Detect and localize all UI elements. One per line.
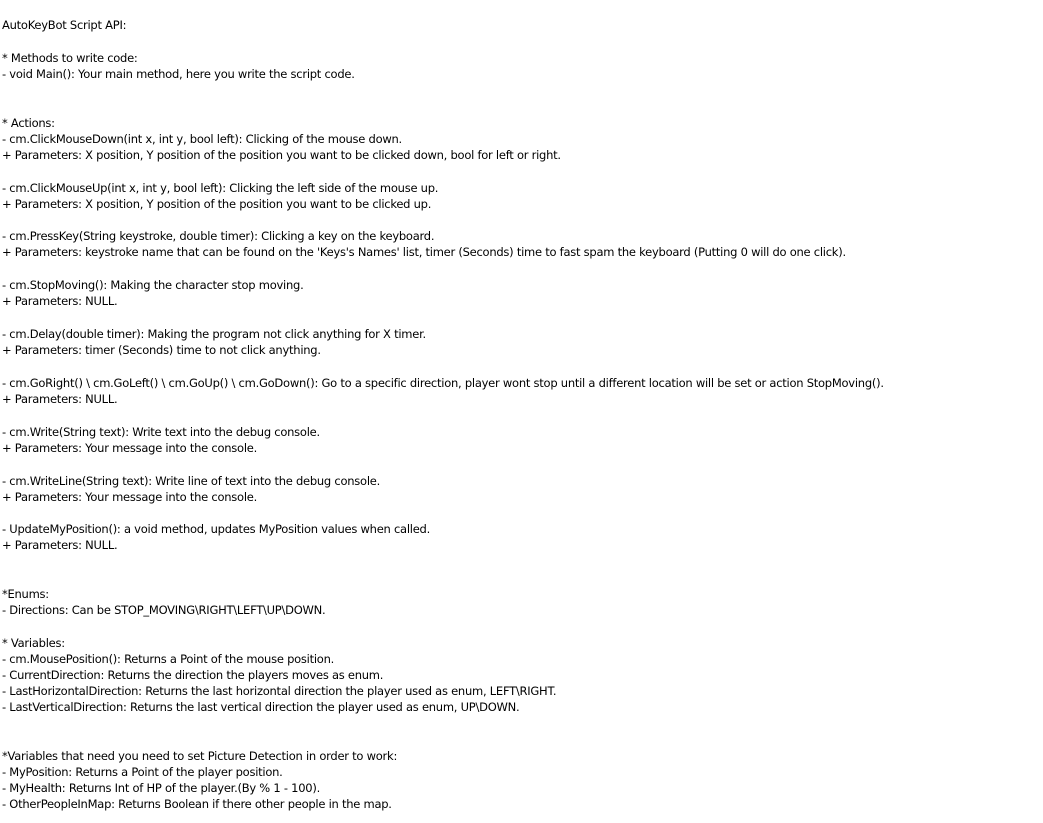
action-signature: - cm.WriteLine(String text): Write line of text into the debug console. — [2, 474, 380, 488]
action-params: + Parameters: NULL. — [2, 294, 118, 308]
picture-variable-item: - OtherPeopleInMap: Returns Boolean if there other people in the map. — [2, 797, 392, 811]
action-signature: - cm.ClickMouseUp(int x, int y, bool left): Clicking the left side of the mouse up. — [2, 181, 439, 195]
action-params: + Parameters: keystroke name that can be found on the 'Keys's Names' list, timer (Seconds) time to fast spam the keyboard (Putting 0 will do one click). — [2, 245, 846, 259]
actions-header: * Actions: — [2, 116, 55, 130]
variable-item: - CurrentDirection: Returns the direction the players moves as enum. — [2, 668, 384, 682]
variables-header: * Variables: — [2, 636, 65, 650]
action-signature: - cm.Write(String text): Write text into the debug console. — [2, 425, 320, 439]
action-signature: - cm.PressKey(String keystroke, double timer): Clicking a key on the keyboard. — [2, 229, 435, 243]
action-params: + Parameters: Your message into the console. — [2, 441, 257, 455]
enums-header: *Enums: — [2, 587, 49, 601]
action-signature: - cm.GoRight() \ cm.GoLeft() \ cm.GoUp() \ cm.GoDown(): Go to a specific direction, player wont stop until a different location will be set or action StopMoving(). — [2, 376, 884, 390]
action-signature: - cm.Delay(double timer): Making the program not click anything for X timer. — [2, 327, 426, 341]
variable-item: - cm.MousePosition(): Returns a Point of the mouse position. — [2, 652, 335, 666]
picture-variable-item: - MyPosition: Returns a Point of the player position. — [2, 765, 283, 779]
api-document — [2, 0, 1043, 823]
action-params: + Parameters: NULL. — [2, 538, 118, 552]
action-params: + Parameters: Your message into the console. — [2, 490, 257, 504]
variable-item: - LastVerticalDirection: Returns the last vertical direction the player used as enum, UP\DOWN. — [2, 700, 520, 714]
action-params: + Parameters: X position, Y position of the position you want to be clicked up. — [2, 197, 432, 211]
action-params: + Parameters: timer (Seconds) time to not click anything. — [2, 343, 321, 357]
action-params: + Parameters: NULL. — [2, 392, 118, 406]
main-method-line: - void Main(): Your main method, here you write the script code. — [2, 67, 355, 81]
methods-header: * Methods to write code: — [2, 51, 138, 65]
action-signature: - UpdateMyPosition(): a void method, updates MyPosition values when called. — [2, 522, 431, 536]
action-signature: - cm.ClickMouseDown(int x, int y, bool left): Clicking of the mouse down. — [2, 132, 402, 146]
enum-item: - Directions: Can be STOP_MOVING\RIGHT\LEFT\UP\DOWN. — [2, 603, 326, 617]
picture-variables-header: *Variables that need you need to set Picture Detection in order to work: — [2, 749, 398, 763]
action-signature: - cm.StopMoving(): Making the character stop moving. — [2, 278, 304, 292]
picture-variable-item: - MyHealth: Returns Int of HP of the player.(By % 1 - 100). — [2, 781, 321, 795]
action-params: + Parameters: X position, Y position of the position you want to be clicked down, bool for left or right. — [2, 148, 561, 162]
variable-item: - LastHorizontalDirection: Returns the last horizontal direction the player used as enum, LEFT\RIGHT. — [2, 684, 557, 698]
document-title: AutoKeyBot Script API: — [2, 18, 127, 32]
